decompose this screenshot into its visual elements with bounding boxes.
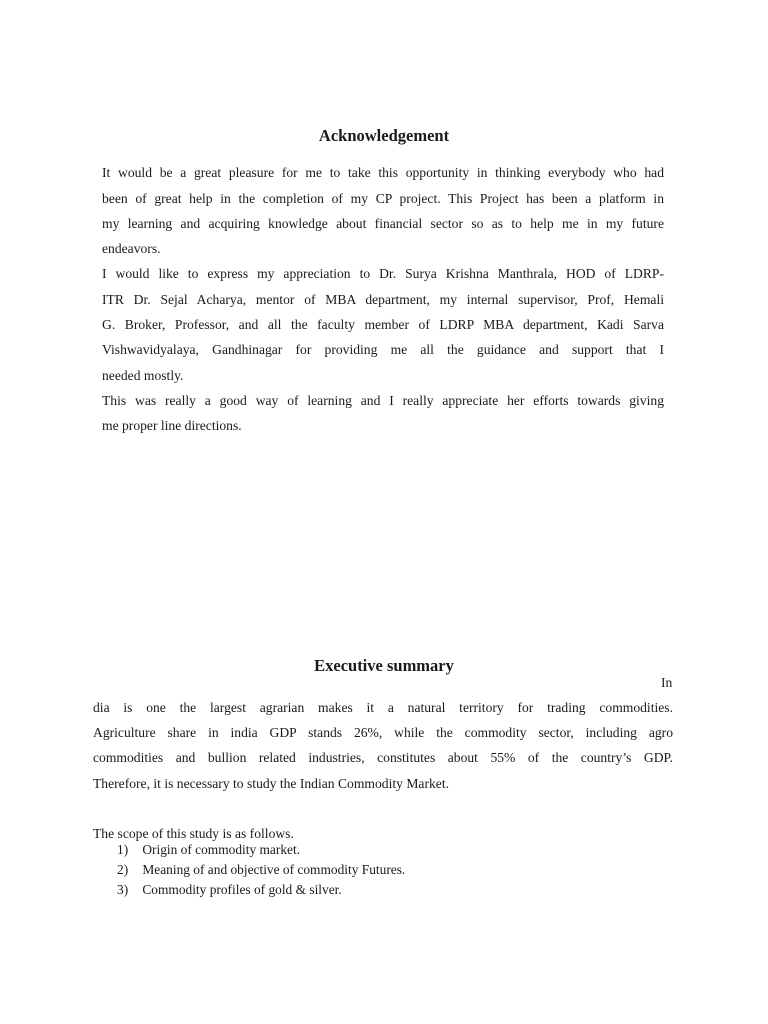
scope-item-text: Origin of commodity market. (142, 842, 301, 857)
acknowledgement-line: G. Broker, Professor, and all the faculty member of LDRP MBA department, Kadi Sarva (102, 317, 664, 332)
acknowledgement-line: ITR Dr. Sejal Acharya, mentor of MBA department, my internal supervisor, Prof, Hemali (102, 292, 664, 307)
acknowledgement-line: Vishwavidyalaya, Gandhinagar for providing me all the guidance and support that I (102, 342, 664, 357)
scope-intro: The scope of this study is as follows. (93, 826, 294, 841)
executive-summary-line: In (661, 675, 673, 690)
acknowledgement-line: me proper line directions. (102, 418, 242, 433)
scope-item-number: 2) (117, 862, 129, 877)
acknowledgement-line: This was really a good way of learning and I really appreciate her efforts towards giving (102, 393, 664, 408)
acknowledgement-line: It would be a great pleasure for me to take this opportunity in thinking everybody who had (102, 165, 664, 180)
executive-summary-line: commodities and bullion related industries, constitutes about 55% of the country’s GDP. (93, 750, 673, 765)
scope-item-number: 1) (117, 842, 129, 857)
acknowledgement-line: endeavors. (102, 241, 161, 256)
executive-summary-title: Executive summary (314, 656, 454, 675)
executive-summary-line: dia is one the largest agrarian makes it a natural territory for trading commodities. (93, 700, 673, 715)
scope-list-item (117, 841, 300, 859)
scope-item-number: 3) (117, 882, 129, 897)
scope-item-text: Meaning of and objective of commodity Futures. (142, 862, 406, 877)
acknowledgement-line: I would like to express my appreciation to Dr. Surya Krishna Manthrala, HOD of LDRP- (102, 266, 664, 281)
acknowledgement-title: Acknowledgement (318, 126, 450, 145)
scope-list-item (117, 881, 342, 899)
executive-summary-line: Therefore, it is necessary to study the Indian Commodity Market. (93, 776, 449, 791)
acknowledgement-line: been of great help in the completion of my CP project. This Project has been a platform in (102, 191, 664, 206)
scope-item-text: Commodity profiles of gold & silver. (142, 882, 342, 897)
executive-summary-line: Agriculture share in india GDP stands 26%, while the commodity sector, including agro (93, 725, 673, 740)
acknowledgement-line: needed mostly. (102, 368, 184, 383)
scope-list-item (117, 861, 405, 879)
acknowledgement-line: my learning and acquiring knowledge about financial sector so as to help me in my future (102, 216, 664, 231)
